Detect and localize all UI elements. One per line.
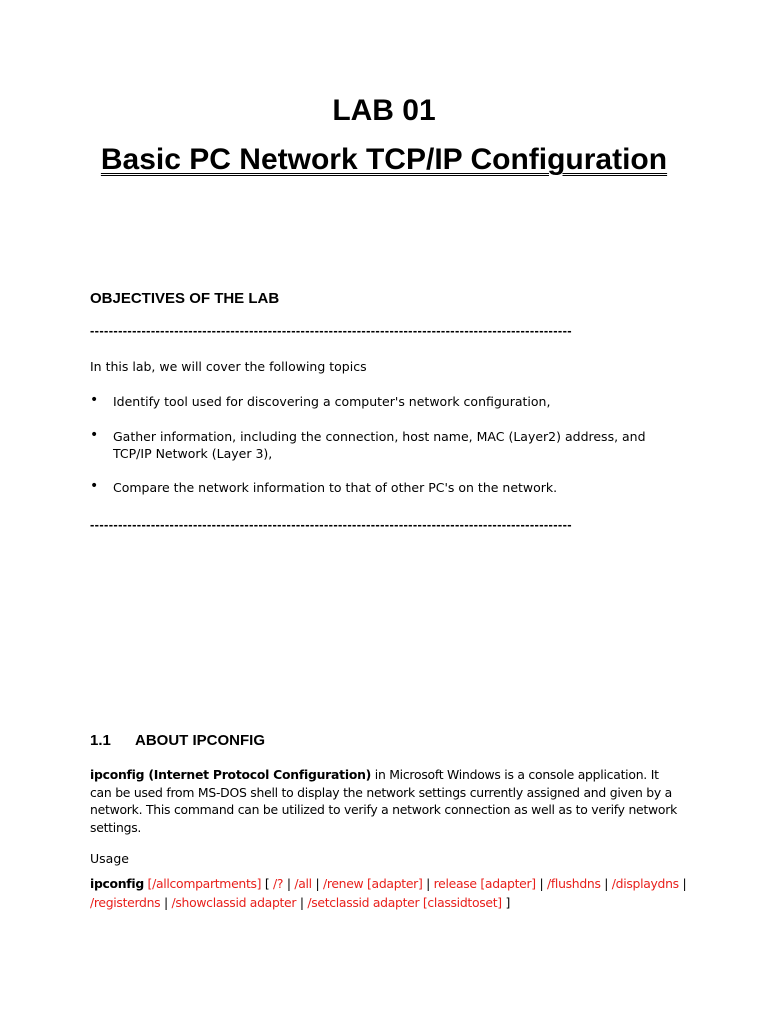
divider-top: -------------------------------------------------------------------------------------------------------: [90, 323, 572, 338]
syntax-option: /flushdns: [546, 876, 601, 891]
syntax-option: /registerdns: [90, 895, 161, 910]
lab-title-text: Basic PC Network TCP/IP Configuration: [100, 143, 668, 176]
syntax-pipe: |: [426, 876, 430, 891]
syntax-option: [/allcompartments]: [147, 876, 262, 891]
list-item-text: Gather information, including the connection, host name, MAC (Layer2) address, and TCP/IP Network (Layer 3),: [113, 429, 646, 461]
bullet-icon: •: [90, 427, 99, 443]
syntax-option: release [adapter]: [433, 876, 536, 891]
section-heading-ipconfig: [90, 731, 265, 751]
syntax-pipe: |: [682, 876, 687, 891]
syntax-bracket: ]: [505, 895, 510, 910]
syntax-option: /displaydns: [611, 876, 679, 891]
lab-number: LAB 01: [332, 94, 436, 127]
section-number: 1.1: [90, 732, 111, 749]
syntax-option: /setclassid adapter [classidtoset]: [307, 895, 502, 910]
bullet-icon: •: [90, 392, 99, 408]
syntax-pipe: |: [315, 876, 320, 891]
objectives-heading: OBJECTIVES OF THE LAB: [90, 290, 280, 307]
list-item-text: Compare the network information to that of other PC's on the network.: [113, 480, 558, 495]
ipconfig-description: [90, 766, 680, 836]
divider-bottom: -------------------------------------------------------------------------------------------------------: [90, 517, 572, 532]
ipconfig-term: ipconfig (Internet Protocol Configuration): [90, 767, 372, 782]
ipconfig-description-text: in Microsoft Windows is a console application. It can be used from MS-DOS shell to display the network settings currently assigned and given by a network. This command can be utilized to verify a network connection as well as to verify network settings.: [90, 767, 678, 835]
list-item-text: Identify tool used for discovering a computer's network configuration,: [113, 394, 551, 409]
syntax-pipe: |: [299, 895, 304, 910]
syntax-option: /all: [294, 876, 312, 891]
usage-label: Usage: [90, 851, 129, 866]
syntax-pipe: |: [604, 876, 609, 891]
section-title: ABOUT IPCONFIG: [135, 732, 265, 749]
syntax-command: ipconfig: [90, 876, 144, 891]
syntax-pipe: |: [163, 895, 168, 910]
syntax-option: /renew [adapter]: [322, 876, 423, 891]
syntax-bracket: [: [264, 876, 270, 891]
ipconfig-syntax: [90, 874, 690, 912]
objectives-intro: In this lab, we will cover the following topics: [90, 359, 367, 374]
syntax-option: /showclassid adapter: [171, 895, 297, 910]
syntax-pipe: |: [539, 876, 544, 891]
bullet-icon: •: [90, 478, 99, 494]
lab-title: [0, 140, 768, 180]
syntax-pipe: |: [286, 876, 291, 891]
syntax-option: /?: [273, 876, 284, 891]
